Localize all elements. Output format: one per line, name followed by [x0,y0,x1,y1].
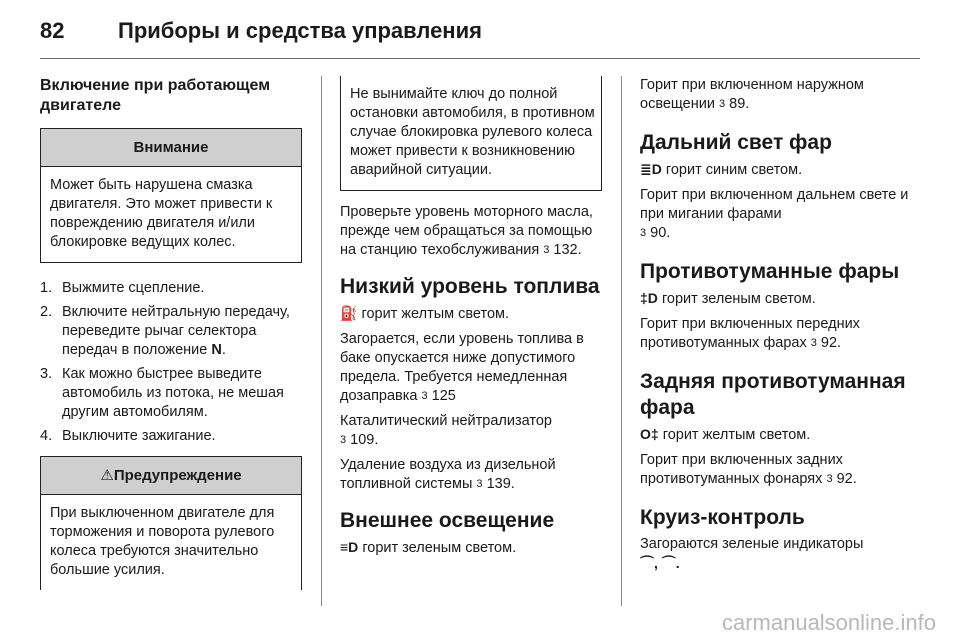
catalyst-paragraph: Каталитический нейтрализатор 3 109. [340,413,552,448]
front-fog-paragraph: Горит при включенных передних противотуманных фарах 3 92. [640,316,860,351]
column-divider [621,76,622,606]
cruise-control-title: Круиз-контроль [640,506,805,529]
warning-title: ⚠Предупреждение [41,457,301,495]
list-item: 4. Выключите зажигание. [40,428,216,444]
list-item: 2. Включите нейтральную передачу, переведите рычаг селектора передач в положение N. [40,304,290,358]
column-3 [640,76,920,574]
front-fog-title: Противотуманные фары [640,260,900,283]
page-header [40,18,920,58]
column-1 [40,76,302,590]
fuel-paragraph: Загорается, если уровень топлива в баке опускается ниже допустимого предела. Требуется немедленная дозаправка 3 125 [340,331,584,404]
page-ref-icon: 3 [826,473,833,485]
watermark: carmanualsonline.info [721,610,936,635]
page-ref-icon: 3 [340,434,347,446]
page-number: 82 [40,18,65,43]
fuel-lit: ⛽ горит желтым светом. [340,305,510,322]
attention-box [40,128,302,263]
high-beam-title: Дальний свет фар [640,131,832,154]
column-2 [340,76,602,558]
rear-fog-icon: O‡ [640,426,659,442]
high-beam-icon: ≣D [640,161,662,177]
warning-text: При выключенном двигателе для торможения и поворота рулевого колеса требуются значительно большие усилия. [50,505,275,578]
page-ref-icon: 3 [640,227,647,239]
exterior-lights-lit: ≡D горит зеленым светом. [340,539,517,556]
attention-text: Может быть нарушена смазка двигателя. Это может привести к повреждению двигателя и/или блокировке ведущих колес. [50,177,273,250]
column-divider [321,76,322,606]
list-item: 1. Выжмите сцепление. [40,280,205,296]
section-title: Включение при работающем двигателе [40,77,271,114]
rear-fog-lit: O‡ горит желтым светом. [640,426,811,443]
diesel-paragraph: Удаление воздуха из дизельной топливной системы 3 139. [340,457,556,492]
page-ref-icon: 3 [719,98,726,110]
header-rule [40,58,920,59]
page-ref-icon: 3 [543,244,550,256]
page-ref-icon: 3 [421,390,428,402]
high-beam-paragraph: Горит при включенном дальнем свете и при мигании фарами 3 90. [640,187,909,241]
warning-continued-box [340,76,602,191]
page-ref-icon: 3 [476,478,483,490]
page-ref-icon: 3 [810,337,817,349]
warning-icon: ⚠ [100,467,114,484]
fuel-title: Низкий уровень топлива [340,275,600,298]
list-item: 3. Как можно быстрее выведите автомобиль из потока, не мешая другим автомобилям. [40,366,284,420]
rear-fog-title: Задняя противотуманная фара [640,370,906,419]
exterior-lights-title: Внешнее освещение [340,509,555,532]
front-fog-icon: ‡D [640,290,658,306]
steps-list [40,279,302,446]
exterior-light-icon: ≡D [340,539,359,555]
cruise-control-icon: ⌒, ⌒. [640,555,680,571]
warning-continued-text: Не вынимайте ключ до полной остановки автомобиля, в противном случае блокировка рулевого колеса может привести к возникновению аварийной ситуации. [350,86,595,178]
rear-fog-paragraph: Горит при включенных задних противотуманных фонарях 3 92. [640,452,857,487]
exterior-lights-paragraph: Горит при включенном наружном освещении 3 89. [640,77,864,112]
chapter-title: Приборы и средства управления [118,18,482,43]
warning-box [40,456,302,590]
attention-title: Внимание [41,129,301,167]
fuel-icon: ⛽ [340,305,358,321]
high-beam-lit: ≣D горит синим светом. [640,161,803,178]
cruise-control-paragraph: Загораются зеленые индикаторы ⌒, ⌒. [640,536,864,571]
oil-paragraph: Проверьте уровень моторного масла, прежде чем обращаться за помощью на станцию техобслуживания 3 132. [340,204,593,258]
front-fog-lit: ‡D горит зеленым светом. [640,290,816,307]
